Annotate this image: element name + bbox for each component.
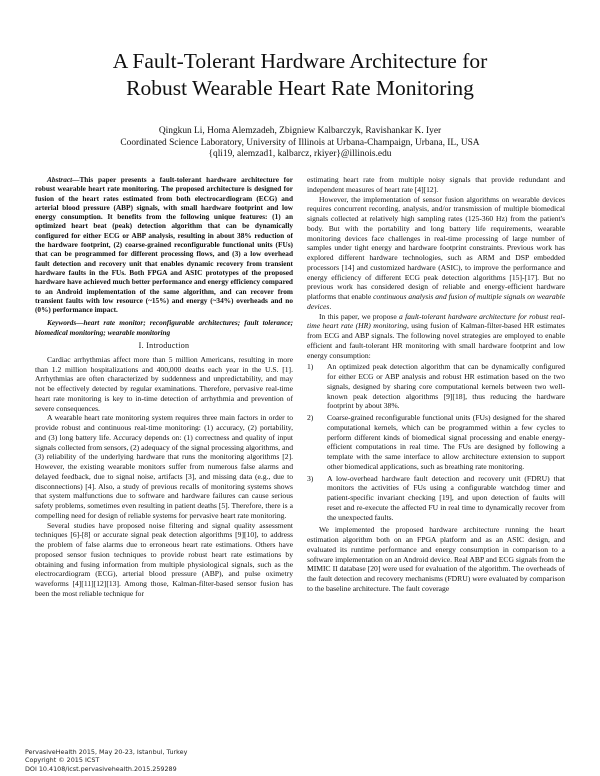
author-emails: {qli19, alemzad1, kalbarcz, rkiyer}@illinois.edu — [208, 149, 392, 159]
right-column — [307, 175, 565, 594]
title-line-2: Robust Wearable Heart Rate Monitoring — [126, 76, 474, 100]
intro-paragraph-continued: estimating heart rate from multiple noisy signals that provide redundant and independent measures of heart rate [4][12]. — [307, 175, 565, 194]
intro-paragraph-4 — [307, 195, 565, 312]
keywords-label: Keywords — [47, 318, 77, 328]
abstract — [35, 175, 293, 314]
footer-conference: PervasiveHealth 2015, May 20-23, Istanbul, Turkey — [25, 748, 188, 756]
paragraph-5-start: In this paper, we propose — [319, 311, 397, 321]
paragraph-5-end: , using fusion of Kalman-filter-based HR estimates from ECG and ABP signals. The following novel strategies are employed to enable efficient and fault-tolerant HR monitoring with small hardware footprint and low energy consumption: — [307, 321, 565, 360]
paragraph-4-end: . — [329, 301, 332, 311]
list-item — [307, 474, 565, 523]
author-names: Qingkun Li, Homa Alemzadeh, Zbigniew Kalbarczyk, Ravishankar K. Iyer — [158, 126, 442, 136]
intro-paragraph-6: We implemented the proposed hardware architecture running the heart estimation algorithm both on an FPGA platform and as an ASIC design, and evaluated its runtime performance and energy consumption in comparison to a software implementation on an Android device. Real ABP and ECG signals from the MIMIC II database [20] were used for evaluation of the algorithm. The overheads of the fault detection and recovery mechanisms (FDRU) were evaluated by comparison to the baseline architecture. The fault coverage — [307, 525, 565, 593]
paper-title — [40, 48, 560, 102]
intro-paragraph-5 — [307, 312, 565, 361]
affiliation: Coordinated Science Laboratory, University of Illinois at Urbana-Champaign, Urbana, IL, USA — [120, 137, 480, 148]
contribution-list — [307, 362, 565, 522]
list-item-text: An optimized peak detection algorithm that can be dynamically configured for either ECG or ABP analysis and robust HR estimation based on the two signals, designed by sharing core computational kernels between two well-known peak detection algorithms [9][18], thus reducing the hardware footprint by about 38%. — [327, 362, 565, 411]
keywords-text: —heart rate monitor; reconfigurable architectures; fault tolerance; biomedical monitoring; wearable monitoring — [35, 318, 293, 337]
left-column — [35, 175, 293, 599]
list-item-number: 3) — [307, 473, 314, 483]
list-item — [307, 413, 565, 472]
footer-doi: DOI 10.4108/icst.pervasivehealth.2015.259289 — [25, 764, 177, 773]
list-item-number: 2) — [307, 413, 314, 422]
intro-paragraph-3: Several studies have proposed noise filtering and signal quality assessment techniques [6]-[8] or accurate signal peak detection algorithms [9][10], to address the problem of false alarms due to erroneous heart rate estimations. Others have proposed sensor fusion techniques to provide robust heart rate estimations by obtaining and fusing information from multiple physiological signals, such as the electrocardiogram (ECG), arterial blood pressure (ABP), and pulse oximetry waveforms [4][11][12][13]. Among those, Kalman-filter-based sensor fusion has been the most reliable technique for — [35, 520, 293, 598]
footer-copyright: Copyright © 2015 ICST — [25, 756, 100, 765]
abstract-text: —This paper presents a fault-tolerant hardware architecture for robust wearable heart rate monitoring. The proposed architecture is designed for fusion of the heart rates estimated from both electrocardiogram (ECG) and arterial blood pressure (ABP) signals, with small hardware footprint and low energy consumption. It benefits from the following unique features: (1) an optimized heart beat (peak) detection algorithm that can be dynamically configured for either ECG or ABP analysis, resulting in about 38% reduction of the hardware footprint, (2) coarse-grained reconfigurable functional units (FUs) that can be programmed for different processing flows, and (3) a low overhead fault detection and recovery unit that enables dynamic recovery from transient hardware faults in the FUs. Both FPGA and ASIC prototypes of the proposed hardware have achieved much better performance and energy efficiency compared to an Android implementation of the same algorithm, and can recover from transient faults with low resource (~15%) and energy (~34%) overheads and no (0%) performance impact. — [35, 175, 293, 315]
paragraph-4-emphasis: continuous analysis and fusion of multiple signals on wearable devices — [307, 292, 566, 311]
list-item-text: Coarse-grained reconfigurable functional units (FUs) designed for the shared computational kernels, which can be programmed within a few cycles to perform different kinds of biomedical signal processing and enable energy-efficient computations in real time. The FUs are designed by following a template with the same interface to allow architecture extension to support other biomedical applications, such as breathing rate monitoring. — [327, 413, 565, 471]
list-item-text: A low-overhead hardware fault detection and recovery unit (FDRU) that monitors the activities of FUs using a configurable watchdog timer and patient-specific invariant checking [19], and upon detection of faults will reset and re-execute the affected FU in real time to dynamically recover from the unexpected faults. — [327, 473, 565, 522]
abstract-label: Abstract — [47, 175, 73, 184]
author-block — [40, 126, 560, 161]
copyright-footer — [25, 748, 187, 773]
list-item — [307, 362, 565, 411]
intro-paragraph-2: A wearable heart rate monitoring system requires three main factors in order to provide robust and continuous real-time monitoring: (1) accuracy, (2) portability, and (3) long battery life. Accuracy depends on: (1) correctness and quality of input signals collected from sensors, (2) adequacy of the signal processing algorithms, and (3) reliability of the underlying hardware that runs the monitoring algorithms [2]. However, the existing wearable monitors suffer from numerous false alarms and delayed feedback, due to signal noise, artifacts [3], and missing data (e.g., due to disconnections) [4]. Also, a study of previous recalls of monitoring systems shows that system malfunctions due to software and hardware failures can cause serious safety problems, sometimes even resulting in patient deaths [5]. Therefore, there is a compelling need for design of reliable systems for pervasive heart rate monitoring. — [35, 413, 293, 520]
paragraph-5-emphasis: a fault-tolerant hardware architecture for robust real-time heart rate (HR) monitoring — [307, 311, 565, 331]
keywords — [35, 318, 293, 337]
title-line-1: A Fault-Tolerant Hardware Architecture for — [112, 49, 488, 73]
section-heading-introduction: I. Introduction — [138, 341, 190, 351]
list-item-number: 1) — [307, 362, 314, 372]
paragraph-4-text: However, the implementation of sensor fusion algorithms on wearable devices requires concurrent recording, analysis, and/or transmission of multiple biomedical signals collected at relatively high sampling rates (125-360 Hz) from the patient's body. But with the portability and long battery life requirements, wearable monitoring devices face challenges in real-time processing of large number of samples under tight energy and hardware footprint constraints. Previous work has explored different hardware technologies, such as ARM and DSP embedded processors [14] and customized hardware (ASIC), to improve the performance and energy efficiency of different ECG peak detection algorithms [15]-[17]. But no previous work has considered design of reliable and energy-efficient hardware platforms that enable — [307, 194, 565, 301]
intro-paragraph-1: Cardiac arrhythmias affect more than 5 million Americans, resulting in more than 1.2 million hospitalizations and 400,000 deaths each year in the U.S. [1]. Arrhythmias are often characterized by suddenness and unpredictability, and may not be effectively detected by regular examinations. Therefore, pervasive real-time heart rate monitoring is key to in-time detection of arrhythmia and prevention of severe consequences. — [35, 354, 293, 413]
